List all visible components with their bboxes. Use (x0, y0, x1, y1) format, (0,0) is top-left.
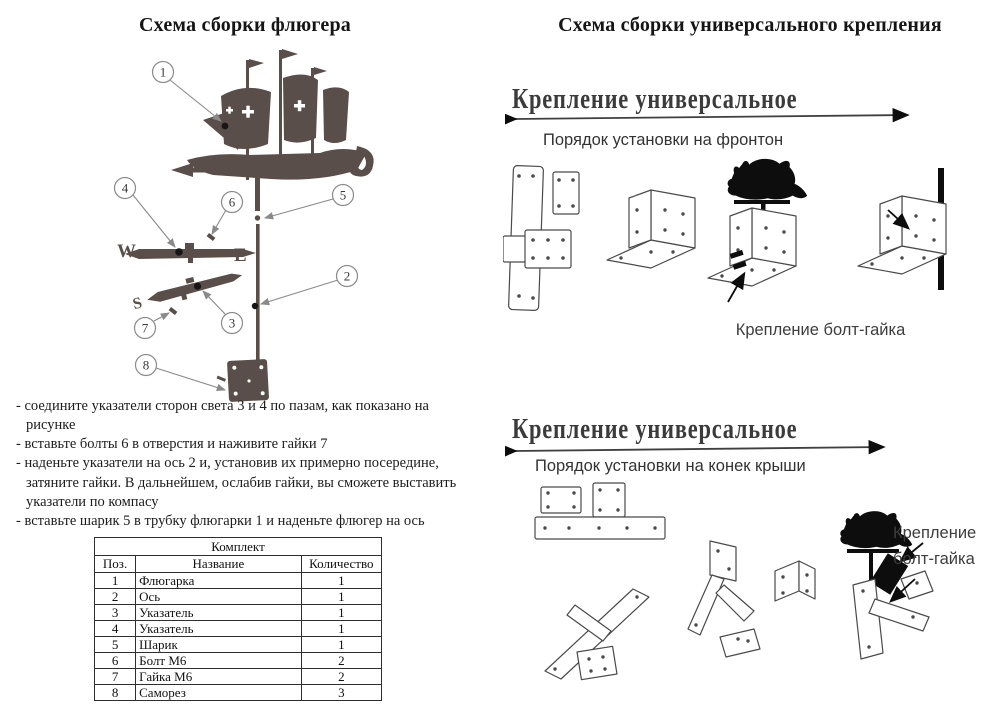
section1-underline-arrow (505, 108, 917, 126)
cell-name: Болт М6 (136, 653, 302, 669)
step2-bracket (607, 190, 695, 268)
mounting-plate (227, 359, 269, 402)
cell-pos: 2 (95, 589, 136, 605)
callout-2-number: 2 (343, 268, 351, 284)
callout-3 (222, 313, 243, 334)
table-row (95, 621, 382, 637)
section2-underline-arrow (505, 440, 893, 458)
section1-subtitle: Порядок установки на фронтон (543, 131, 784, 149)
cell-qty: 2 (301, 669, 381, 685)
ship-silhouette (171, 49, 374, 180)
cell-name: Ось (136, 589, 302, 605)
cell-pos: 6 (95, 653, 136, 669)
callout-1 (153, 62, 174, 83)
vane-tube (255, 178, 260, 211)
cell-name: Указатель (136, 605, 302, 621)
callout-1-number: 1 (159, 64, 167, 80)
section2-heading: Крепление универсальное (512, 414, 798, 445)
cell-pos: 4 (95, 621, 136, 637)
instruction-item: - наденьте указатели на ось 2 и, установив их примерно посередине, затяните гайки. В дальнейшем, ослабив гайки, вы сможете выставить указатели по компасу (16, 455, 457, 510)
cell-name: Гайка М6 (136, 669, 302, 685)
table-row (95, 589, 382, 605)
cell-pos: 5 (95, 637, 136, 653)
callout-6 (222, 192, 243, 213)
cell-qty: 1 (301, 589, 381, 605)
section1-mount-label: Крепление болт-гайка (735, 321, 906, 339)
col-header-name: Название (136, 556, 302, 573)
step1-flat-plates (503, 166, 579, 311)
cell-name: Шарик (136, 637, 302, 653)
flat-t-plates (535, 483, 665, 539)
compass-letter-e: E (234, 245, 247, 266)
callout-5 (333, 185, 354, 206)
callout-5-number: 5 (339, 187, 347, 203)
cell-qty: 1 (301, 621, 381, 637)
instruction-item: - вставьте шарик 5 в трубку флюгарки 1 и наденьте флюгер на ось (16, 512, 425, 529)
callout-8-number: 8 (142, 357, 150, 373)
instruction-item: - вставьте болты 6 в отверстия и наживите гайки 7 (16, 436, 328, 453)
parts-table (94, 537, 382, 701)
section2-subtitle: Порядок установки на конек крыши (535, 457, 806, 475)
ball-part (255, 215, 260, 220)
section2-mount-label: Крепление болт-гайка (893, 524, 977, 568)
callout-4-number: 4 (121, 180, 129, 196)
cell-pos: 3 (95, 605, 136, 621)
angled-bracket-b (688, 541, 760, 657)
compass-letter-w: W (117, 241, 136, 262)
ridge-mounting-steps-diagram (503, 477, 993, 709)
cat-silhouette (728, 159, 808, 200)
col-header-pos: Поз. (95, 556, 136, 573)
callout-6-number: 6 (228, 194, 236, 210)
callout-7-number: 7 (141, 320, 149, 336)
cell-pos: 1 (95, 573, 136, 589)
table-row (95, 685, 382, 701)
assembly-instructions (16, 397, 471, 531)
weathervane-assembly-diagram (75, 48, 465, 408)
table-row (95, 653, 382, 669)
cell-name: Флюгарка (136, 573, 302, 589)
u-channel-plate (775, 561, 815, 601)
section1-heading: Крепление универсальное (512, 84, 798, 115)
callout-3-number: 3 (228, 315, 236, 331)
callout-4 (115, 178, 136, 199)
callout-8 (136, 355, 157, 376)
compass-letter-s: S (131, 294, 144, 314)
angled-straps-a (545, 589, 649, 680)
right-page-title: Схема сборки универсального крепления (558, 14, 942, 36)
cell-name: Указатель (136, 621, 302, 637)
gable-mounting-steps-diagram (503, 152, 983, 320)
step4-bracket-with-rod (858, 168, 946, 290)
parts-table-caption: Комплект (95, 538, 382, 556)
table-row (95, 573, 382, 589)
cell-qty: 3 (301, 685, 381, 701)
table-row (95, 669, 382, 685)
cell-qty: 1 (301, 637, 381, 653)
north-south-pointer (130, 265, 245, 313)
cell-name: Саморез (136, 685, 302, 701)
table-row (95, 605, 382, 621)
cell-qty: 1 (301, 605, 381, 621)
cell-pos: 8 (95, 685, 136, 701)
left-page-title: Схема сборки флюгера (139, 14, 351, 36)
col-header-qty: Количество (301, 556, 381, 573)
cell-qty: 2 (301, 653, 381, 669)
cell-pos: 7 (95, 669, 136, 685)
callout-2 (337, 266, 358, 287)
cell-qty: 1 (301, 573, 381, 589)
callout-7 (135, 318, 156, 339)
west-east-pointer (117, 241, 256, 266)
step3-bracket-with-vane (708, 159, 807, 302)
table-row (95, 637, 382, 653)
instruction-item: - соедините указатели сторон света 3 и 4 по пазам, как показано на рисунке (16, 398, 429, 434)
axis-rod (256, 224, 260, 362)
